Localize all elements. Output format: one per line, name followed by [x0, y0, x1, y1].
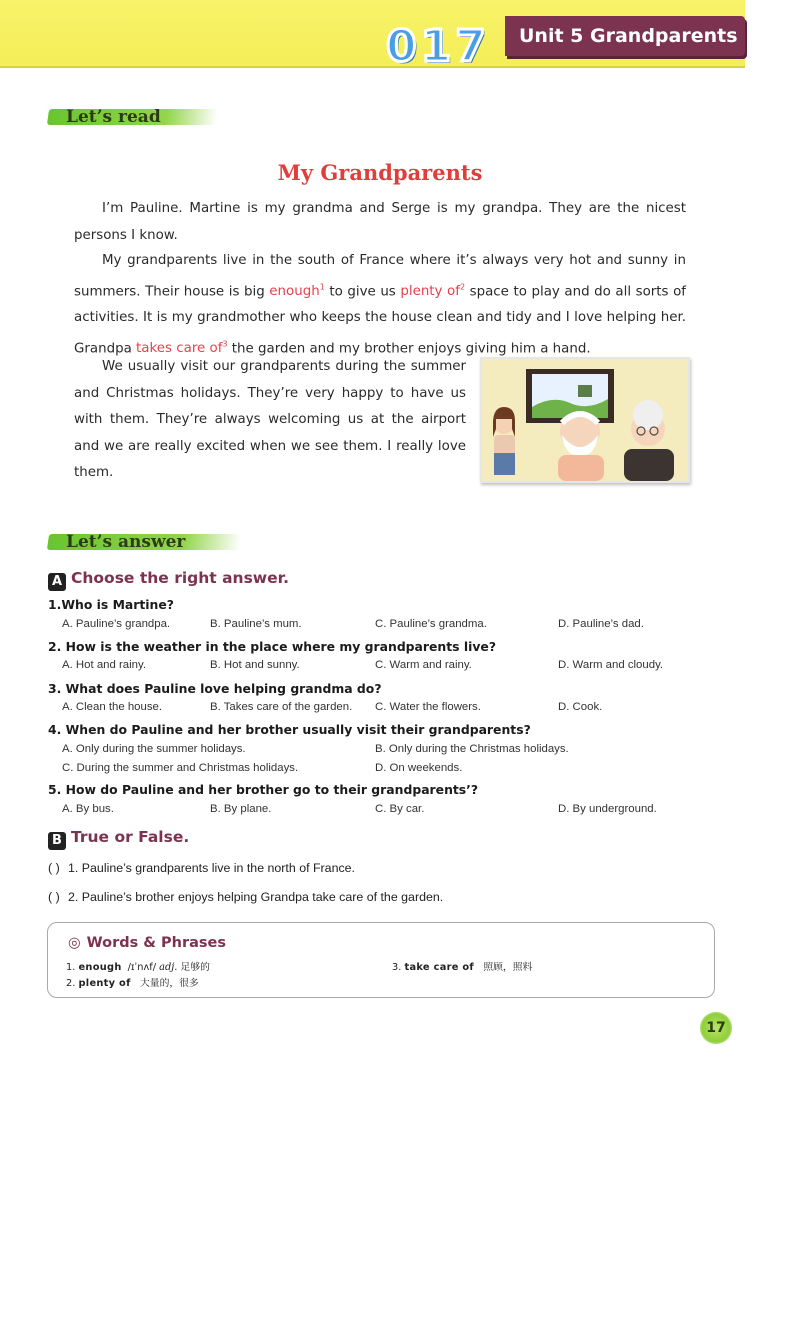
q2-option-c: C. Warm and rainy. — [375, 659, 472, 671]
words-phrases-title: ◎ Words & Phrases — [68, 935, 226, 951]
question-4: 4. When do Pauline and her brother usually visit their grandparents? — [48, 722, 531, 737]
q4-option-b: B. Only during the Christmas holidays. — [375, 743, 569, 755]
question-3: 3. What does Pauline love helping grandma do? — [48, 681, 382, 696]
q3-option-d: D. Cook. — [558, 701, 603, 713]
q2-option-a: A. Hot and rainy. — [62, 659, 146, 671]
q3-option-b: B. Takes care of the garden. — [210, 701, 353, 713]
q5-option-d: D. By underground. — [558, 803, 657, 815]
grandparents-illustration — [480, 357, 690, 483]
page-number: 17 — [700, 1012, 732, 1044]
question-1: 1.Who is Martine? — [48, 597, 174, 612]
question-2: 2. How is the weather in the place where my grandparents live? — [48, 639, 497, 654]
true-false-item-1: ( ) 1. Pauline’s grandparents live in the north of France. — [48, 861, 355, 875]
vocab-enough: enough$^1$ — [269, 282, 325, 299]
q2-option-d: D. Warm and cloudy. — [558, 659, 664, 671]
vocab-entry-2: 2. plenty of 大量的，很多 — [66, 978, 199, 989]
true-false-item-2: ( ) 2. Pauline’s brother enjoys helping Grandpa take care of the garden. — [48, 890, 444, 904]
q3-option-a: A. Clean the house. — [62, 701, 163, 713]
part-a-letter: A — [48, 573, 66, 591]
q5-option-a: A. By bus. — [62, 803, 114, 815]
q4-option-a: A. Only during the summer holidays. — [62, 743, 246, 755]
words-phrases-box — [47, 922, 715, 998]
vocab-entry-1: 1. enough /ɪˈnʌf/ adj. 足够的 — [66, 962, 210, 973]
vocab-takes-care-of: takes care $of^3$ — [136, 339, 228, 357]
q2-option-b: B. Hot and sunny. — [210, 659, 300, 671]
story-title: My Grandparents — [277, 160, 483, 185]
part-a-heading: A Choose the right answer. — [48, 568, 289, 591]
part-b-letter: B — [48, 832, 66, 850]
vocab-plenty-of: plenty $of^2$ — [400, 282, 466, 299]
paragraph-1: I’m Pauline. Martine is my grandma and Serge is my grandpa. They are the nicest persons I know. — [74, 201, 686, 243]
paragraph-2: My grandparents live in the south of France where it’s always very hot and sunny in summers. Their house is big enough$^1$ to give us plenty $of^2$ space to play and do all sorts of activities. It is my grandmother who keeps the house clean and tidy and I love helping her. Grandpa takes care $of^3$ the garden and my brother enjoys giving him a hand. — [74, 253, 686, 357]
section-label-answer: Let’s answer — [48, 531, 201, 553]
q5-option-b: B. By plane. — [210, 803, 272, 815]
q1-option-c: C. Pauline’s grandma. — [375, 618, 487, 630]
q1-option-d: D. Pauline’s dad. — [558, 618, 644, 630]
q5-option-c: C. By car. — [375, 803, 425, 815]
unit-title: Unit 5 Grandparents — [505, 16, 745, 56]
paragraph-3: We usually visit our grandparents during the summer and Christmas holidays. They’re very happy to have us with them. They’re always welcoming us at the airport and we are really excited when we see them. I really love them. — [74, 359, 466, 480]
lesson-number: 017 — [386, 21, 490, 72]
q4-option-c: C. During the summer and Christmas holidays. — [62, 762, 299, 774]
vocab-entry-3: 3. take care of 照顾，照料 — [392, 962, 533, 973]
q3-option-c: C. Water the flowers. — [375, 701, 481, 713]
section-label-read: Let’s read — [48, 106, 177, 128]
q1-option-b: B. Pauline’s mum. — [210, 618, 302, 630]
bullseye-icon: ◎ — [68, 935, 81, 951]
part-b-heading: B True or False. — [48, 827, 189, 850]
q4-option-d: D. On weekends. — [375, 762, 463, 774]
q1-option-a: A. Pauline’s grandpa. — [62, 618, 171, 630]
question-5: 5. How do Pauline and her brother go to their grandparents’? — [48, 782, 479, 797]
